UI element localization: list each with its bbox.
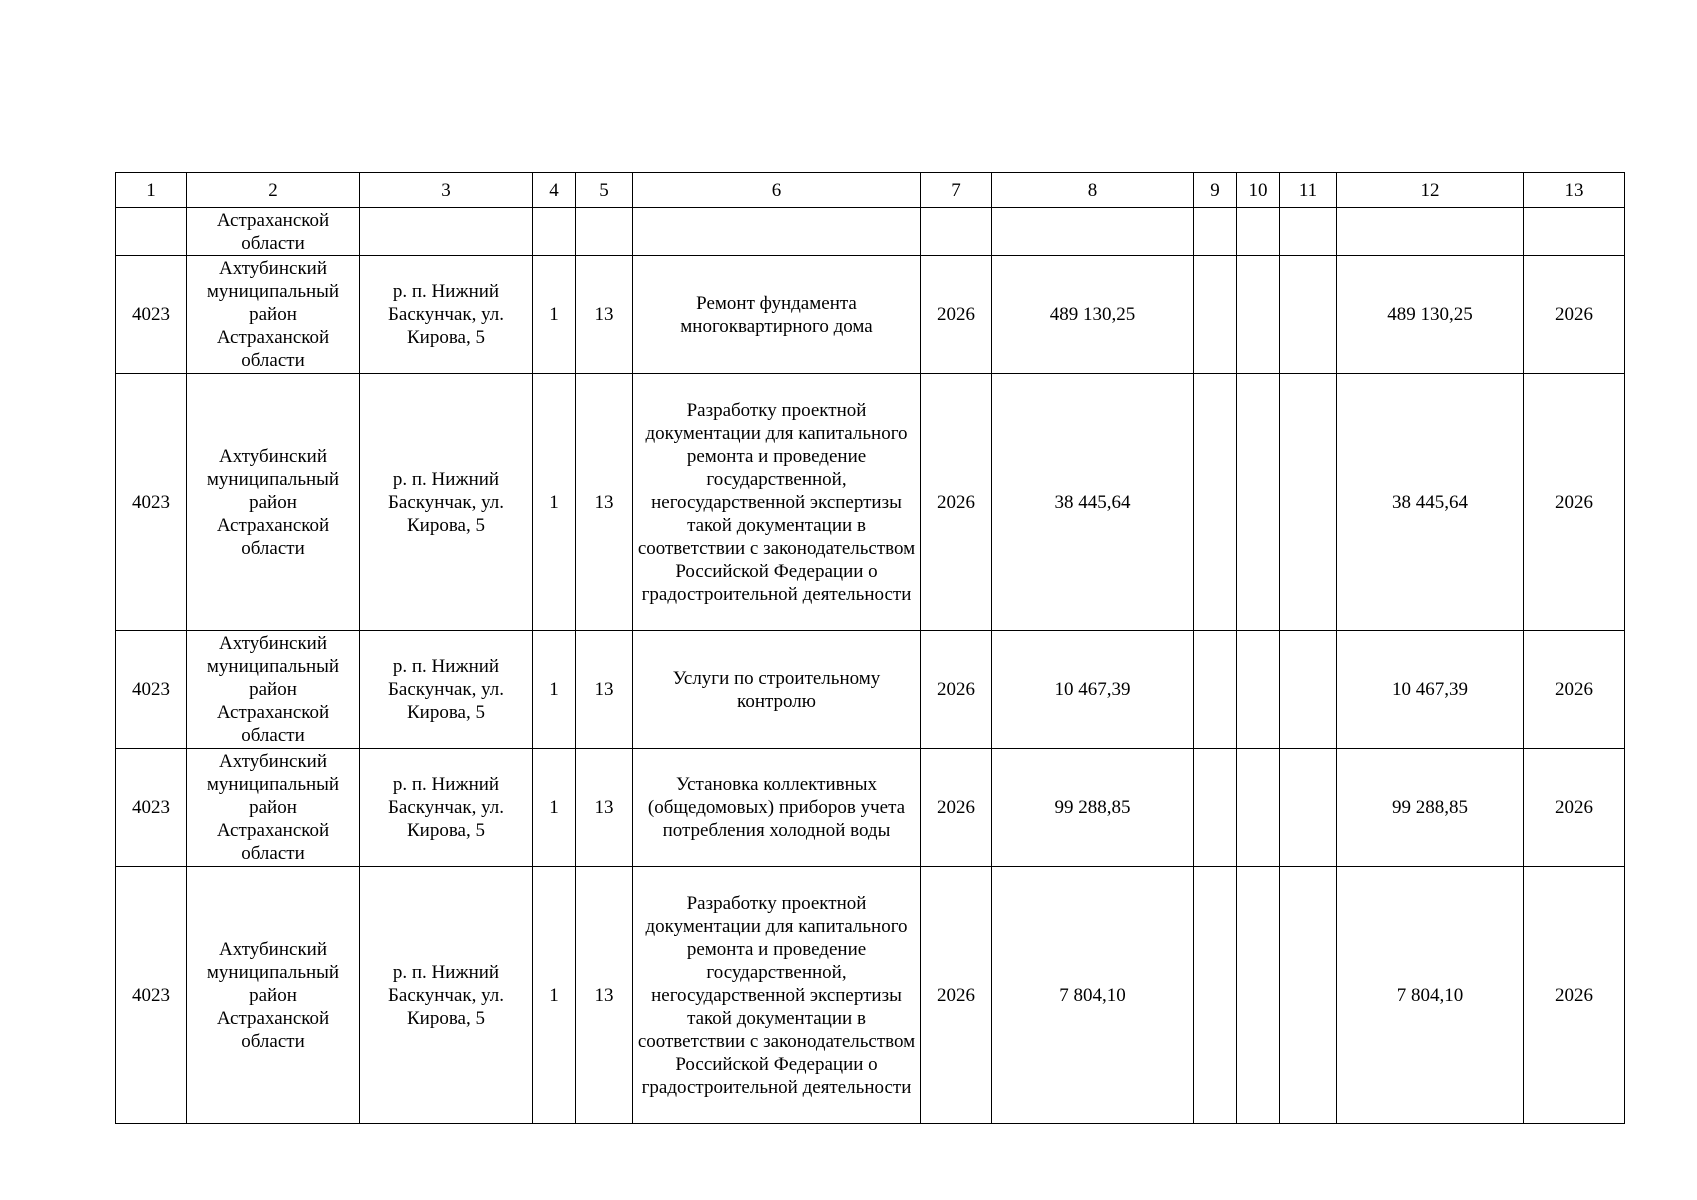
work-type-cell: Установка коллективных (общедомовых) приборов учета потребления холодной воды (633, 749, 921, 867)
table-row (116, 631, 1625, 749)
table-cell (1237, 867, 1280, 1124)
work-type-cell: Разработку проектной документации для капитального ремонта и проведение государственной, негосударственной экспертизы такой документации в соответствии с законодательством Российской Федерации о градостроительной деятельности (633, 867, 921, 1124)
cost-cell: 38 445,64 (1337, 374, 1524, 631)
municipality-cell: Ахтубинский муниципальный район Астраханской области (187, 256, 360, 374)
column-number-row (116, 173, 1625, 208)
address-cell: р. п. Нижний Баскунчак, ул. Кирова, 5 (360, 867, 533, 1124)
column-header: 12 (1337, 173, 1524, 208)
table-cell (1237, 256, 1280, 374)
continuation-row (116, 208, 1625, 256)
column-header: 10 (1237, 173, 1280, 208)
column-header: 5 (576, 173, 633, 208)
table-cell (533, 208, 576, 256)
municipality-cell: Ахтубинский муниципальный район Астраханской области (187, 867, 360, 1124)
table-cell (1237, 374, 1280, 631)
municipality-cell: Ахтубинский муниципальный район Астраханской области (187, 374, 360, 631)
table-cell: 13 (576, 374, 633, 631)
cost-cell: 38 445,64 (992, 374, 1194, 631)
year-cell: 2026 (921, 374, 992, 631)
table-cell (1337, 208, 1524, 256)
year-cell: 2026 (1524, 749, 1625, 867)
table-cell (1194, 867, 1237, 1124)
table-cell: 1 (533, 749, 576, 867)
cost-cell: 99 288,85 (992, 749, 1194, 867)
table-row (116, 374, 1625, 631)
column-header: 11 (1280, 173, 1337, 208)
cost-cell: 7 804,10 (1337, 867, 1524, 1124)
code-cell: 4023 (116, 749, 187, 867)
table-cell (1237, 631, 1280, 749)
column-header: 13 (1524, 173, 1625, 208)
cost-cell: 7 804,10 (992, 867, 1194, 1124)
cost-cell: 10 467,39 (992, 631, 1194, 749)
table-cell: 13 (576, 256, 633, 374)
table-cell: 1 (533, 256, 576, 374)
cost-cell: 10 467,39 (1337, 631, 1524, 749)
column-header: 8 (992, 173, 1194, 208)
table-cell (1280, 374, 1337, 631)
table-cell: 1 (533, 631, 576, 749)
address-cell: р. п. Нижний Баскунчак, ул. Кирова, 5 (360, 256, 533, 374)
year-cell: 2026 (1524, 256, 1625, 374)
address-cell: р. п. Нижний Баскунчак, ул. Кирова, 5 (360, 749, 533, 867)
cost-cell: 99 288,85 (1337, 749, 1524, 867)
table-cell (1194, 208, 1237, 256)
address-cell: р. п. Нижний Баскунчак, ул. Кирова, 5 (360, 631, 533, 749)
year-cell: 2026 (1524, 631, 1625, 749)
code-cell: 4023 (116, 374, 187, 631)
table-cell: 13 (576, 749, 633, 867)
work-type-cell: Услуги по строительному контролю (633, 631, 921, 749)
table-cell: 1 (533, 374, 576, 631)
table-cell (992, 208, 1194, 256)
table-cell (1280, 256, 1337, 374)
table-cell: 1 (533, 867, 576, 1124)
cost-cell: 489 130,25 (992, 256, 1194, 374)
column-header: 6 (633, 173, 921, 208)
column-header: 1 (116, 173, 187, 208)
table-cell (1280, 631, 1337, 749)
cost-cell: 489 130,25 (1337, 256, 1524, 374)
table-cell (116, 208, 187, 256)
table-row (116, 749, 1625, 867)
column-header: 7 (921, 173, 992, 208)
table-cell: 13 (576, 631, 633, 749)
table-cell (921, 208, 992, 256)
work-type-cell: Ремонт фундамента многоквартирного дома (633, 256, 921, 374)
year-cell: 2026 (921, 749, 992, 867)
year-cell: 2026 (921, 867, 992, 1124)
table-cell (1280, 749, 1337, 867)
municipality-cell: Ахтубинский муниципальный район Астраханской области (187, 631, 360, 749)
table-cell (1280, 867, 1337, 1124)
year-cell: 2026 (921, 256, 992, 374)
works-table (115, 172, 1625, 1124)
year-cell: 2026 (1524, 374, 1625, 631)
table-row (116, 256, 1625, 374)
column-header: 9 (1194, 173, 1237, 208)
year-cell: 2026 (921, 631, 992, 749)
code-cell: 4023 (116, 867, 187, 1124)
work-type-cell: Разработку проектной документации для капитального ремонта и проведение государственной, негосударственной экспертизы такой документации в соответствии с законодательством Российской Федерации о градостроительной деятельности (633, 374, 921, 631)
municipality-cell: Ахтубинский муниципальный район Астраханской области (187, 749, 360, 867)
table-cell (1280, 208, 1337, 256)
table-cell (360, 208, 533, 256)
column-header: 2 (187, 173, 360, 208)
address-cell: р. п. Нижний Баскунчак, ул. Кирова, 5 (360, 374, 533, 631)
table-cell (1194, 374, 1237, 631)
column-header: 4 (533, 173, 576, 208)
table-cell (1237, 208, 1280, 256)
municipality-cell: Астраханской области (187, 208, 360, 256)
table-cell (633, 208, 921, 256)
table-cell: 13 (576, 867, 633, 1124)
code-cell: 4023 (116, 256, 187, 374)
table-cell (1524, 208, 1625, 256)
table-cell (576, 208, 633, 256)
table-cell (1194, 749, 1237, 867)
year-cell: 2026 (1524, 867, 1625, 1124)
table-row (116, 867, 1625, 1124)
column-header: 3 (360, 173, 533, 208)
code-cell: 4023 (116, 631, 187, 749)
table-cell (1194, 256, 1237, 374)
table-cell (1237, 749, 1280, 867)
table-cell (1194, 631, 1237, 749)
